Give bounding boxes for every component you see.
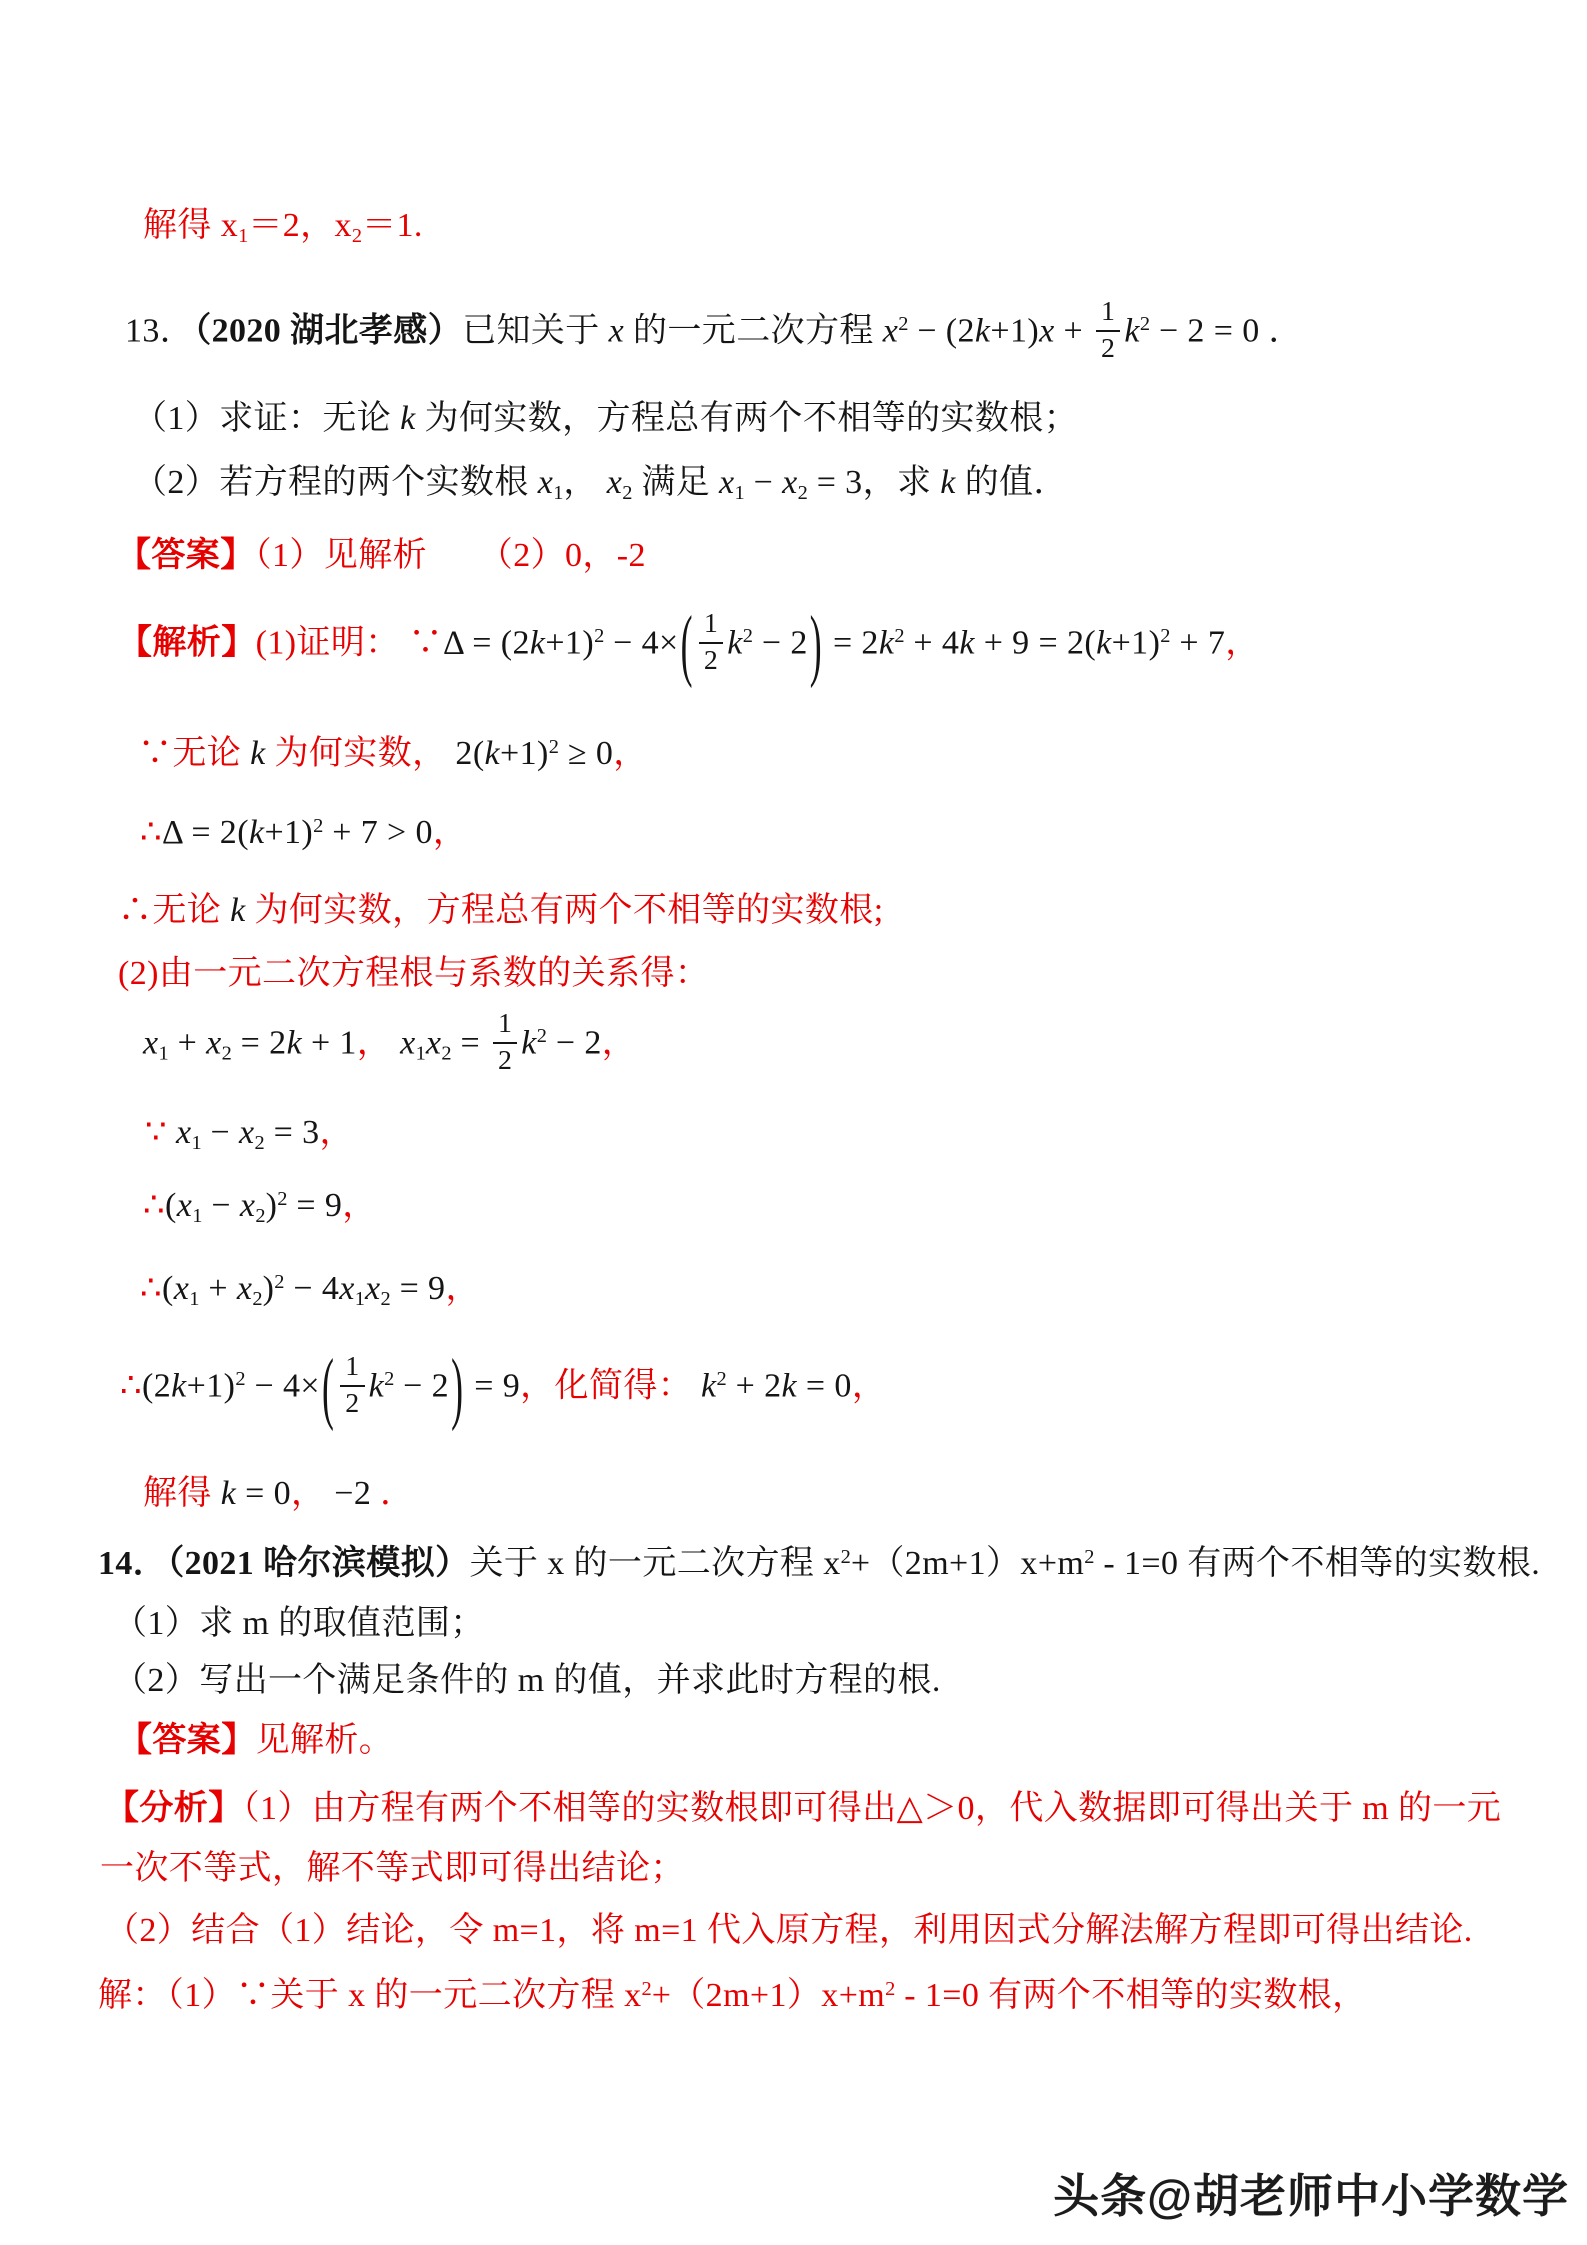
text-segment: （2）结合（1）结论，令 m=1，将 m=1 代入原方程，利用因式分解法解方程即可得出结论. xyxy=(105,1912,1473,1949)
text-segment: x xyxy=(608,312,625,350)
text-segment: k xyxy=(727,624,743,662)
text-segment: ， xyxy=(1225,624,1260,662)
subscript: 2 xyxy=(254,1132,265,1155)
text-segment: +（2m+1）x+m xyxy=(651,1977,886,2014)
text-segment: = 3 xyxy=(264,1114,320,1151)
text-segment: − 4× xyxy=(245,1367,320,1405)
text-segment: k xyxy=(781,1367,798,1405)
text-segment: (1)证明： ∵ xyxy=(255,624,443,662)
text-segment: x xyxy=(425,1024,442,1062)
text-segment: （1）由方程有两个不相等的实数根即可得出△＞0，代入数据即可得出关于 m 的一元 xyxy=(242,1790,1502,1827)
text-segment: ) xyxy=(262,1270,275,1307)
problem-14-statement xyxy=(98,1543,1540,1586)
analysis-14-line3 xyxy=(105,1910,1473,1953)
text-segment: k xyxy=(368,1367,385,1405)
text-segment: ， xyxy=(613,735,648,772)
superscript: 2 xyxy=(1160,625,1171,648)
text-segment: k xyxy=(959,624,975,662)
subscript: 2 xyxy=(797,482,808,505)
superscript: 2 xyxy=(274,1270,285,1293)
text-segment: +1) xyxy=(1111,624,1161,662)
superscript: 2 xyxy=(898,313,909,336)
fraction: $\frac{1}{2}$ xyxy=(340,1352,364,1419)
text-segment: +（2m+1）x+m xyxy=(850,1545,1085,1582)
text-segment: Δ = (2 xyxy=(442,624,530,662)
text-segment: +1) xyxy=(500,735,549,772)
analysis-13-conclusion1 xyxy=(118,890,884,933)
analysis-14-line1 xyxy=(105,1788,1501,1831)
analysis-13-vieta xyxy=(143,1008,637,1079)
text-segment: = 2 xyxy=(231,1024,287,1062)
text-segment: = 0 xyxy=(797,1367,852,1405)
text-segment: x xyxy=(364,1270,381,1307)
text-segment: ， xyxy=(342,1187,377,1224)
text-segment: x xyxy=(236,1270,253,1307)
text-segment: x xyxy=(175,1114,192,1151)
text-segment: 2( xyxy=(455,735,485,772)
solution-14-line1 xyxy=(98,1975,1367,2018)
text-segment: k xyxy=(940,464,956,501)
text-segment: 为何实数， xyxy=(265,735,456,772)
text-segment: 【解析】 xyxy=(118,624,256,662)
analysis-14-line2 xyxy=(100,1848,685,1891)
subscript: 1 xyxy=(191,1132,202,1155)
text-segment: x xyxy=(606,464,623,501)
fraction: $\frac{1}{2}$ xyxy=(699,609,723,676)
text-segment: x xyxy=(782,464,798,501)
text-segment: ( xyxy=(162,1270,174,1307)
subscript: 1 xyxy=(354,1288,365,1311)
text-segment: − 2 = 0 ． xyxy=(1150,312,1303,350)
text-segment: k xyxy=(230,892,246,929)
text-segment: x xyxy=(334,207,352,244)
analysis-13-square xyxy=(143,1185,377,1230)
text-segment: ， xyxy=(432,814,468,851)
text-segment: ∵无论 xyxy=(138,735,251,772)
text-segment: +1) xyxy=(186,1367,236,1405)
text-segment: +1) xyxy=(990,312,1040,350)
text-segment: x xyxy=(719,464,735,501)
subscript: 2 xyxy=(252,1288,263,1311)
text-segment: k xyxy=(878,624,895,662)
text-segment: 为何实数，方程总有两个不相等的实数根； xyxy=(415,400,1079,437)
text-segment: 的一元二次方程 xyxy=(624,312,883,350)
text-segment: 【分析】 xyxy=(105,1790,243,1827)
text-segment: k xyxy=(521,1024,537,1062)
text-segment: 满足 xyxy=(632,464,720,501)
subscript: 2 xyxy=(380,1288,391,1311)
text-segment: （2）若方程的两个实数根 xyxy=(133,464,538,501)
text-segment: ， xyxy=(601,1024,637,1062)
prev-solution-roots xyxy=(143,205,423,250)
text-segment: 为何实数，方程总有两个不相等的实数根; xyxy=(245,892,884,929)
text-segment: = 9 xyxy=(390,1270,446,1307)
superscript: 2 xyxy=(277,1187,288,1210)
text-segment: + 2 xyxy=(726,1367,782,1405)
superscript: 2 xyxy=(235,1368,246,1391)
text-segment: x xyxy=(400,1024,416,1062)
watermark-text: 头条@胡老师中小学数学 xyxy=(1053,2170,1569,2222)
text-segment: （1）见解析 （2）0，-2 xyxy=(254,537,646,574)
text-segment: x xyxy=(537,464,554,501)
text-segment: ． xyxy=(371,1475,415,1512)
text-segment: ∴ xyxy=(140,1270,163,1307)
text-segment: x xyxy=(882,312,899,350)
text-segment: = 0 xyxy=(236,1475,291,1512)
text-segment: 解得 xyxy=(143,207,221,244)
text-segment: k xyxy=(974,312,991,350)
text-segment: −2 xyxy=(325,1475,372,1512)
text-segment: 解得 xyxy=(143,1475,221,1512)
text-segment: + xyxy=(1054,312,1092,350)
text-segment: ，求 xyxy=(862,464,941,501)
text-segment: k xyxy=(1096,624,1112,662)
analysis-13-delta xyxy=(118,598,1260,689)
text-segment: 关于 x 的一元二次方程 x xyxy=(469,1545,841,1582)
text-segment: − xyxy=(744,464,783,501)
text-segment: − 4 xyxy=(284,1270,340,1307)
text-segment: 见解析。 xyxy=(255,1722,394,1759)
text-segment: = 9 xyxy=(287,1187,343,1224)
text-segment: 已知关于 xyxy=(462,312,609,350)
text-segment: x xyxy=(339,1270,355,1307)
text-segment: + 7 xyxy=(1170,624,1226,662)
big-parenthesis: ) xyxy=(451,1341,464,1432)
analysis-13-vieta-intro xyxy=(118,953,709,996)
superscript: 2 xyxy=(840,1545,851,1568)
superscript: 2 xyxy=(548,735,559,758)
text-segment: k xyxy=(1124,312,1140,350)
text-segment: x xyxy=(1039,312,1055,350)
superscript: 2 xyxy=(384,1368,395,1391)
text-segment: = 9 xyxy=(465,1367,521,1405)
superscript: 2 xyxy=(1084,1545,1095,1568)
subscript: 2 xyxy=(351,225,363,248)
fraction: $\frac{1}{2}$ xyxy=(1096,297,1120,364)
text-segment: 14． xyxy=(98,1545,168,1582)
text-segment: + 9 = 2( xyxy=(974,624,1097,662)
text-segment: （2020 湖北孝感） xyxy=(194,312,463,350)
text-segment: − xyxy=(201,1114,240,1151)
text-segment: = 3 xyxy=(807,464,863,501)
text-segment: x xyxy=(220,207,239,244)
text-segment: ∴ xyxy=(120,1367,143,1405)
text-segment: − xyxy=(202,1187,240,1224)
text-segment: (2)由一元二次方程根与系数的关系得： xyxy=(118,955,710,992)
superscript: 2 xyxy=(641,1977,652,2000)
text-segment: ， xyxy=(445,1270,480,1307)
big-parenthesis: ) xyxy=(809,598,823,689)
analysis-13-substitute xyxy=(120,1341,887,1432)
text-segment: k xyxy=(248,814,265,851)
analysis-13-identity xyxy=(140,1268,480,1313)
superscript: 2 xyxy=(1139,313,1151,336)
text-segment: + 1 xyxy=(302,1024,357,1062)
subscript: 2 xyxy=(441,1042,452,1065)
text-segment: ( xyxy=(165,1187,177,1224)
problem-13-part1 xyxy=(133,398,1078,441)
text-segment: ， xyxy=(290,1475,326,1512)
text-segment: (2 xyxy=(142,1367,172,1405)
text-segment: 13． xyxy=(125,312,195,350)
answer-14 xyxy=(118,1720,393,1763)
text-segment: 解：（1）∵关于 x 的一元二次方程 x xyxy=(98,1977,642,2014)
superscript: 2 xyxy=(313,814,324,837)
subscript: 2 xyxy=(221,1042,232,1065)
text-segment: ， xyxy=(356,1024,401,1062)
text-segment: ＝1. xyxy=(362,207,423,244)
text-segment: +1) xyxy=(545,624,595,662)
subscript: 2 xyxy=(255,1205,266,1228)
text-segment: − 2 xyxy=(546,1024,602,1062)
text-segment: 一次不等式，解不等式即可得出结论； xyxy=(100,1850,685,1887)
big-parenthesis: ( xyxy=(321,1341,335,1432)
text-segment: （2021 哈尔滨模拟） xyxy=(167,1545,470,1582)
text-segment: （1）求 m 的取值范围； xyxy=(113,1605,485,1642)
text-segment: k xyxy=(400,400,416,437)
text-segment: + 4 xyxy=(904,624,960,662)
text-segment: − 2 xyxy=(752,624,808,662)
text-segment: x xyxy=(239,1187,256,1224)
superscript: 2 xyxy=(536,1025,547,1048)
text-segment: ＝2， xyxy=(248,207,335,244)
subscript: 1 xyxy=(734,482,745,505)
text-segment: 【答案】 xyxy=(118,1722,256,1759)
subscript: 1 xyxy=(238,225,249,248)
text-segment: ，化简得： xyxy=(520,1367,702,1405)
problem-14-part2 xyxy=(113,1660,941,1703)
text-segment: k xyxy=(250,735,266,772)
text-segment: ， xyxy=(563,464,607,501)
text-segment: k xyxy=(484,735,501,772)
text-segment: ∴无论 xyxy=(118,892,231,929)
text-segment: ) xyxy=(265,1187,278,1224)
text-segment: − (2 xyxy=(908,312,975,350)
superscript: 2 xyxy=(742,625,753,648)
text-segment: + xyxy=(199,1270,237,1307)
text-segment: − 4× xyxy=(604,624,679,662)
text-segment: k xyxy=(286,1024,303,1062)
text-segment: Δ = 2( xyxy=(162,814,249,851)
subscript: 1 xyxy=(415,1042,426,1065)
text-segment: ∴ xyxy=(143,1187,166,1224)
analysis-13-result xyxy=(143,1473,415,1516)
text-segment: ≥ 0 xyxy=(558,735,614,772)
text-segment: x xyxy=(143,1024,159,1062)
problem-14-part1 xyxy=(113,1603,485,1646)
answer-13 xyxy=(117,535,646,578)
text-segment: = xyxy=(451,1024,489,1062)
analysis-13-given xyxy=(145,1112,354,1157)
subscript: 2 xyxy=(622,482,633,505)
text-segment: k xyxy=(529,624,546,662)
superscript: 2 xyxy=(894,625,905,648)
text-segment: x xyxy=(206,1024,222,1062)
text-segment: x xyxy=(239,1114,255,1151)
subscript: 1 xyxy=(192,1205,203,1228)
superscript: 2 xyxy=(716,1368,727,1391)
text-segment: x xyxy=(173,1270,190,1307)
text-segment: +1) xyxy=(264,814,314,851)
text-segment: - 1=0 有两个不相等的实数根， xyxy=(895,1977,1367,2014)
text-segment: + xyxy=(168,1024,207,1062)
superscript: 2 xyxy=(885,1977,896,2000)
text-segment: ∴ xyxy=(140,814,163,851)
analysis-13-delta-positive xyxy=(140,812,467,855)
text-segment: k xyxy=(171,1367,187,1405)
subscript: 1 xyxy=(189,1288,200,1311)
text-segment: ， xyxy=(319,1114,354,1151)
superscript: 2 xyxy=(594,625,605,648)
text-segment: ， xyxy=(851,1367,887,1405)
text-segment: （1）求证：无论 xyxy=(133,400,401,437)
text-segment: = 2 xyxy=(824,624,879,662)
text-segment: k xyxy=(220,1475,237,1512)
text-segment: 【答案】 xyxy=(117,537,255,574)
text-segment: x xyxy=(176,1187,193,1224)
subscript: 1 xyxy=(553,482,564,505)
text-segment: k xyxy=(701,1367,717,1405)
text-segment: - 1=0 有两个不相等的实数根. xyxy=(1094,1545,1541,1582)
problem-13-part2 xyxy=(133,462,1068,507)
problem-13-statement xyxy=(125,296,1303,367)
fraction: $\frac{1}{2}$ xyxy=(493,1009,517,1076)
text-segment: ∵ xyxy=(145,1114,176,1151)
text-segment: 的值． xyxy=(955,464,1068,501)
text-segment: − 2 xyxy=(394,1367,450,1405)
text-segment: + 7 > 0 xyxy=(323,814,433,851)
subscript: 1 xyxy=(158,1042,169,1065)
big-parenthesis: ( xyxy=(680,598,693,689)
text-segment: （2）写出一个满足条件的 m 的值，并求此时方程的根. xyxy=(113,1662,941,1699)
analysis-13-nonneg xyxy=(138,733,648,776)
